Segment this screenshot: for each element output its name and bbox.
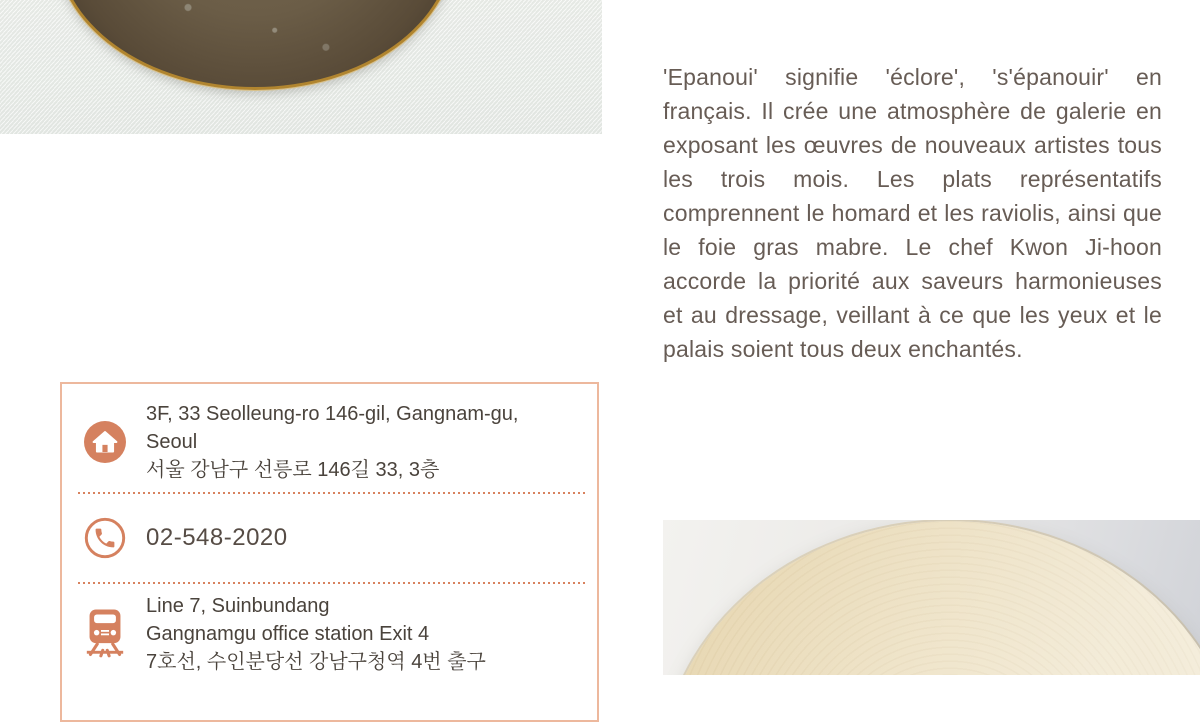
info-card — [60, 382, 599, 722]
phone-row — [76, 494, 597, 582]
home-icon — [76, 421, 134, 463]
transit-row — [76, 584, 597, 684]
phone-icon — [76, 516, 134, 560]
bronze-bowl — [55, 0, 455, 90]
plate-photo — [663, 520, 1200, 675]
phone-number: 02-548-2020 — [146, 524, 288, 551]
phone-text — [146, 524, 585, 552]
transit-line-en-1: Line 7, Suinbundang — [146, 595, 330, 617]
train-icon — [76, 608, 134, 660]
address-line-en-2: Seoul — [146, 431, 198, 453]
address-line-en-1: 3F, 33 Seolleung-ro 146-gil, Gangnam-gu, — [146, 403, 519, 425]
transit-text — [146, 592, 585, 676]
address-text — [146, 400, 585, 484]
cream-plate — [663, 521, 1200, 675]
address-line-ko: 서울 강남구 선릉로 146길 33, 3층 — [146, 459, 440, 481]
restaurant-description: 'Epanoui' signifie 'éclore', 's'épanouir' en français. Il crée une atmosphère de galerie en exposant les œuvres de nouveaux artistes tous les trois mois. Les plats représentatifs comprennent le homard et les raviolis, ainsi que le foie gras mabre. Le chef Kwon Ji-hoon accorde la priorité aux saveurs harmonieuses et au dressage, veillant à ce que les yeux et le palais soient tous deux enchantés. — [663, 64, 1162, 362]
address-row — [76, 392, 597, 492]
bowl-photo — [0, 0, 602, 134]
transit-line-ko: 7호선, 수인분당선 강남구청역 4번 출구 — [146, 651, 486, 673]
transit-line-en-2: Gangnamgu office station Exit 4 — [146, 623, 430, 645]
